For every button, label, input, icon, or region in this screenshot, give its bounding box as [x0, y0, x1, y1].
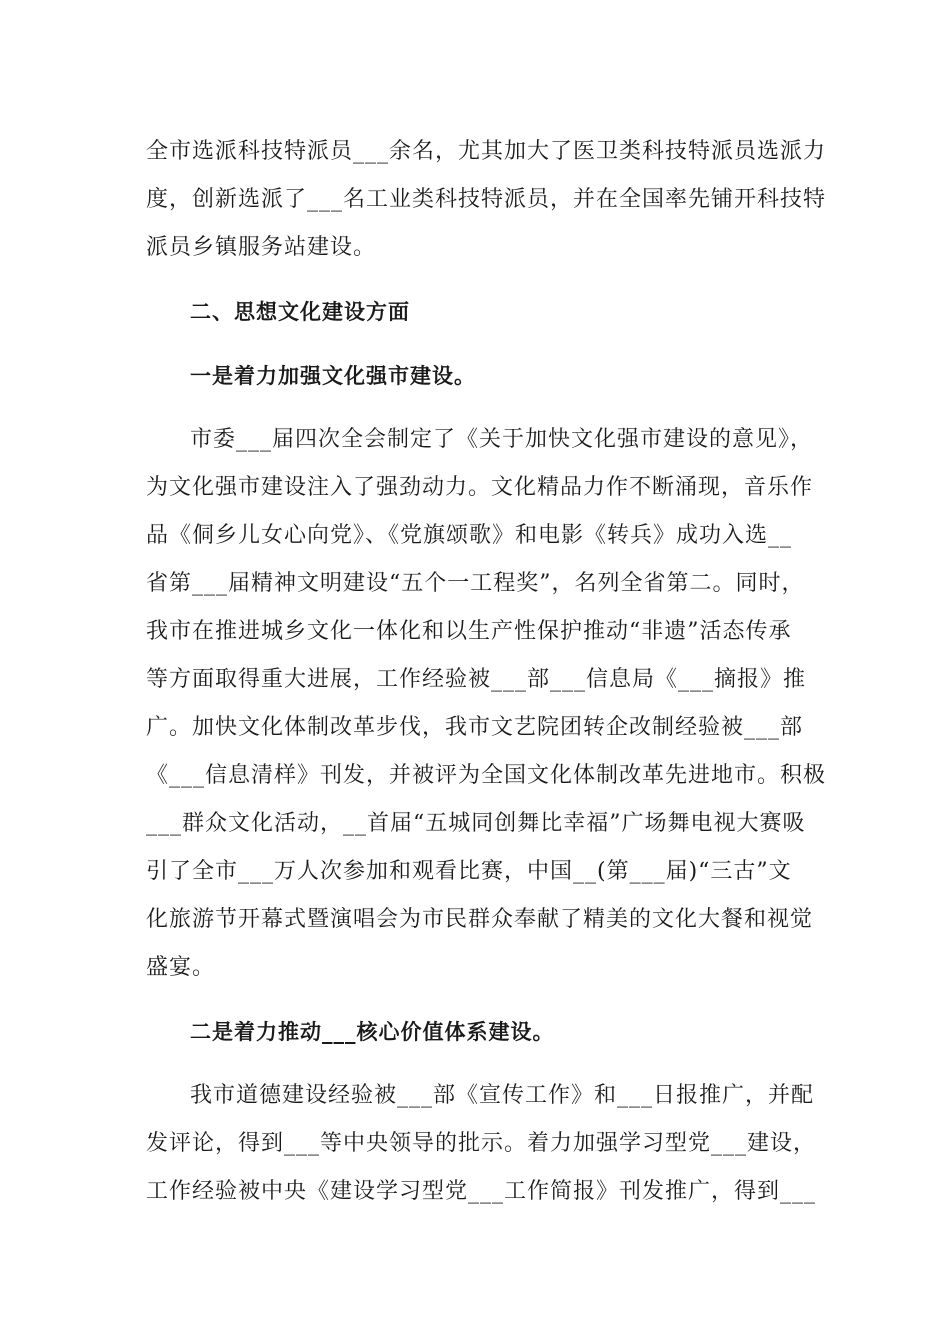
text-line: 工作经验被中央《建设学习型党___工作简报》刊发推广，得到___	[146, 1179, 817, 1204]
text-line: 我市在推进城乡文化一体化和以生产性保护推动“非遗”活态传承	[146, 619, 792, 644]
text-line: 度，创新选派了___名工业类科技特派员，并在全国率先铺开科技特	[146, 187, 827, 212]
text-line: 市委___届四次全会制定了《关于加快文化强市建设的意见》，	[190, 427, 814, 452]
text-line: 发评论，得到___等中央领导的批示。着力加强学习型党___建设，	[146, 1131, 817, 1156]
sub-heading: 一是着力加强文化强市建设。	[190, 364, 476, 388]
text-line: 引了全市___万人次参加和观看比赛，中国__(第___届)“三古”文	[146, 859, 792, 884]
section-heading: 二、思想文化建设方面	[190, 300, 410, 324]
text-line: 广。加快文化体制改革步伐，我市文艺院团转企改制经验被___部	[146, 715, 804, 740]
document-page	[146, 128, 827, 1216]
text-line: ___群众文化活动，__首届“五城同创舞比幸福”广场舞电视大赛吸	[146, 811, 806, 836]
body-paragraph	[146, 1072, 817, 1216]
text-line: 为文化强市建设注入了强劲动力。文化精品力作不断涌现，音乐作	[146, 475, 814, 500]
text-line: 等方面取得重大进展，工作经验被___部___信息局《___摘报》推	[146, 667, 807, 692]
text-line: 《___信息清样》刊发，并被评为全国文化体制改革先进地市。积极	[146, 763, 827, 788]
text-line: 化旅游节开幕式暨演唱会为市民群众奉献了精美的文化大餐和视觉	[146, 907, 814, 932]
text-line: 全市选派科技特派员___余名，尤其加大了医卫类科技特派员选派力	[146, 139, 827, 164]
body-paragraph	[146, 416, 827, 992]
text-line: 盛宴。	[146, 955, 216, 980]
sub-heading: 二是着力推动___核心价值体系建设。	[190, 1020, 555, 1044]
text-line: 品《侗乡儿女心向党》、《党旗颂歌》和电影《转兵》成功入选__	[146, 523, 793, 548]
text-line: 我市道德建设经验被___部《宣传工作》和___日报推广，并配	[190, 1083, 815, 1108]
text-line: 省第___届精神文明建设“五个一工程奖”，名列全省第二。同时，	[146, 571, 805, 596]
body-paragraph	[146, 128, 827, 272]
text-line: 派员乡镇服务站建设。	[146, 235, 377, 260]
